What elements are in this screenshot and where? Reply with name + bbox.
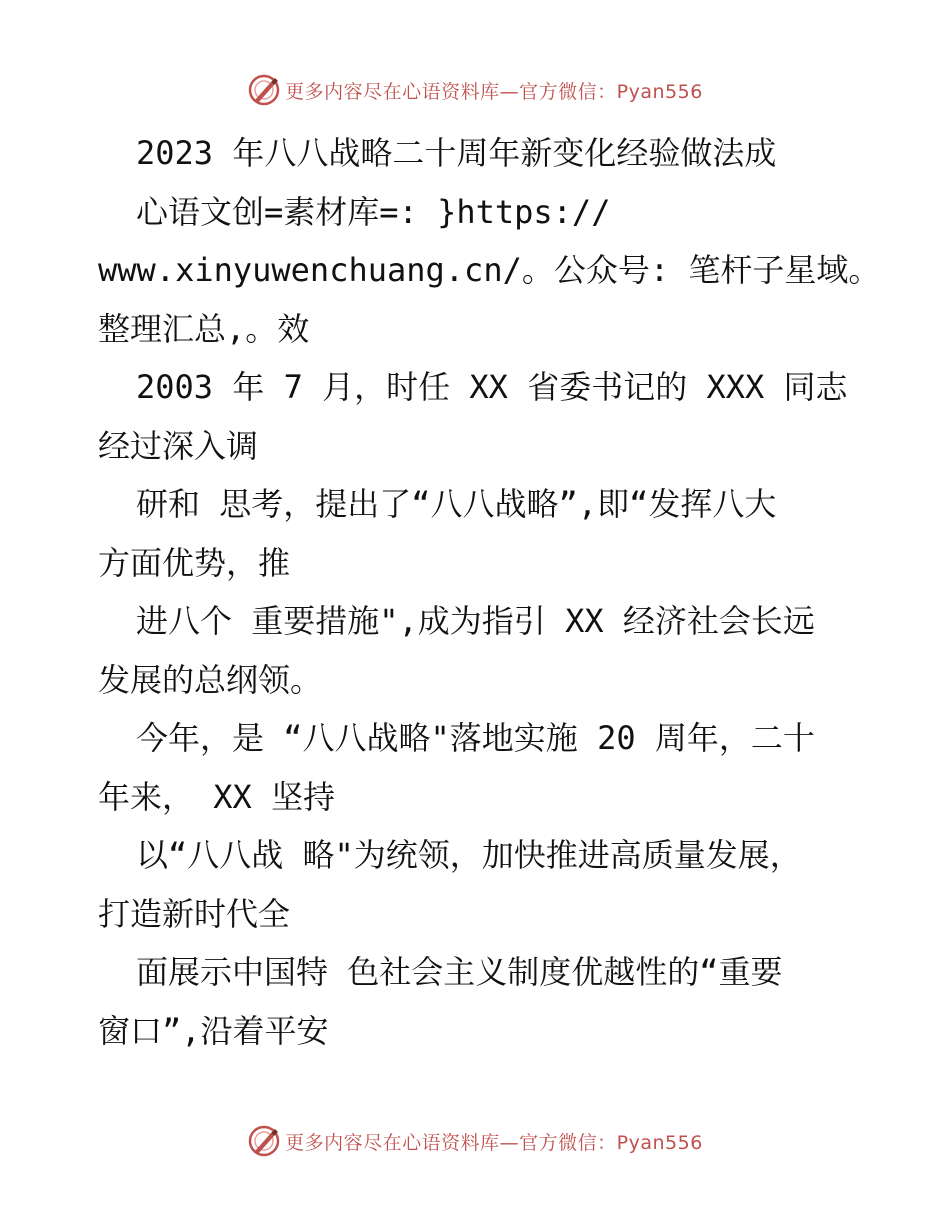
pen-logo-icon bbox=[247, 1124, 281, 1158]
footer-banner bbox=[0, 1121, 950, 1161]
header-banner bbox=[0, 70, 950, 110]
body-line: 研和 思考，提出了“八八战略”,即“发挥八大 bbox=[136, 485, 777, 523]
footer-banner-text: 更多内容尽在心语资料库—官方微信：Pyan556 bbox=[285, 1131, 703, 1154]
document-body bbox=[98, 124, 881, 1060]
header-banner-text: 更多内容尽在心语资料库—官方微信：Pyan556 bbox=[285, 80, 703, 103]
body-line: 整理汇总,。效 bbox=[98, 309, 310, 348]
body-line: 面展示中国特 色社会主义制度优越性的“重要 bbox=[136, 953, 783, 991]
body-line: 2023 年八八战略二十周年新变化经验做法成 bbox=[136, 134, 777, 172]
body-line: 2003 年 7 月，时任 XX 省委书记的 XXX 同志 bbox=[136, 368, 848, 406]
body-line: 方面优势，推 bbox=[98, 543, 291, 582]
body-line: 打造新时代全 bbox=[98, 894, 291, 933]
pen-logo-icon bbox=[247, 73, 281, 107]
body-line: 发展的总纲领。 bbox=[98, 660, 323, 699]
body-line: 年来， XX 坚持 bbox=[98, 777, 336, 816]
body-line: www.xinyuwenchuang.cn/。公众号: 笔杆子星域。 bbox=[98, 251, 881, 289]
body-line: 心语文创=素材库=: }https:// bbox=[136, 192, 611, 231]
body-line: 经过深入调 bbox=[98, 426, 259, 465]
body-line: 今年，是 “八八战略"落地实施 20 周年，二十 bbox=[136, 719, 815, 757]
body-line: 以“八八战 略"为统领，加快推进高质量发展， bbox=[136, 836, 802, 874]
body-line: 窗口”,沿着平安 bbox=[98, 1011, 329, 1050]
body-line: 进八个 重要措施",成为指引 XX 经济社会长远 bbox=[136, 602, 815, 640]
